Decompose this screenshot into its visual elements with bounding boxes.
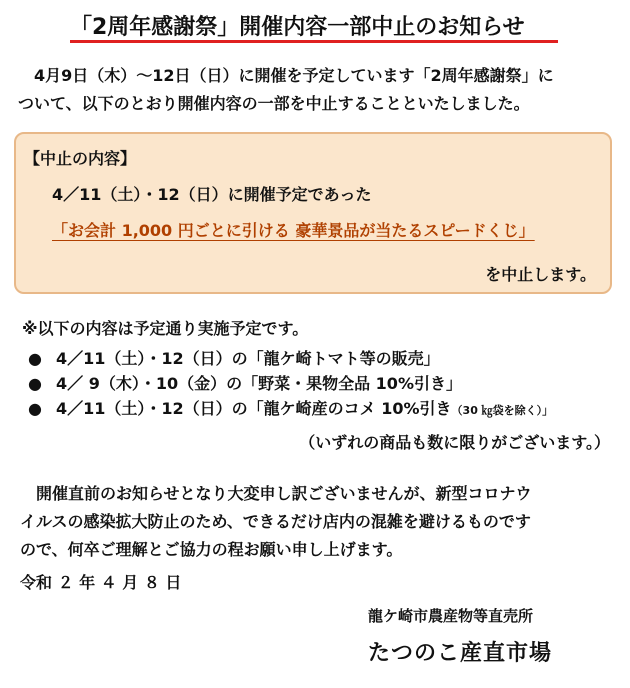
- bullet-icon: ●: [28, 399, 42, 418]
- apology-paragraph: [20, 480, 620, 564]
- intro-line-1: 4月9日（木）～12日（日）に開催を予定しています「2周年感謝祭」に: [34, 66, 554, 85]
- list-item-text: 4／11（土）・12（日）の「龍ケ崎トマト等の販売」: [56, 349, 440, 368]
- cancellation-box: [14, 132, 612, 294]
- organization-name: 龍ケ崎市農産物等直売所: [368, 607, 534, 625]
- intro-paragraph: [18, 62, 618, 118]
- cancelled-event-name: 「お会計 1,000 円ごとに引ける 豪華景品が当たるスピードくじ」: [52, 221, 535, 240]
- scheduled-note: ※以下の内容は予定通り実施予定です。: [22, 319, 309, 338]
- apology-line-1: 開催直前のお知らせとなり大変申し訳ございませんが、新型コロナウ: [36, 484, 532, 503]
- cancellation-heading: 【中止の内容】: [24, 149, 137, 168]
- intro-line-2: ついて、以下のとおり開催内容の一部を中止することといたしました。: [18, 94, 530, 113]
- bullet-icon: ●: [28, 374, 42, 393]
- list-item: [28, 346, 553, 371]
- bullet-icon: ●: [28, 349, 42, 368]
- list-item-suffix: （30 ㎏袋を除く）」: [451, 404, 554, 417]
- list-item-text: 4／ 9（木）・10（金）の「野菜・果物全品 10%引き」: [56, 374, 462, 393]
- cancellation-date-line: 4／11（土）・12（日）に開催予定であった: [52, 185, 372, 204]
- title-underline: [70, 40, 558, 43]
- list-item: [28, 396, 553, 423]
- scheduled-list: [28, 346, 553, 423]
- cancellation-closing: を中止します。: [485, 265, 596, 284]
- notice-date: 令和 ２ 年 ４ 月 ８ 日: [20, 573, 182, 592]
- limited-stock-note: （いずれの商品も数に限りがございます。）: [299, 433, 610, 452]
- list-item-text: 4／11（土）・12（日）の「龍ケ崎産のコメ 10%引き: [56, 399, 452, 418]
- list-item: [28, 371, 553, 396]
- apology-line-3: ので、何卒ご理解とご協力の程お願い申し上げます。: [20, 540, 403, 559]
- page-title: 「2周年感謝祭」開催内容一部中止のお知らせ: [70, 15, 525, 40]
- shop-name: たつのこ産直市場: [368, 641, 553, 666]
- apology-line-2: イルスの感染拡大防止のため、できるだけ店内の混雑を避けるものです: [20, 512, 531, 531]
